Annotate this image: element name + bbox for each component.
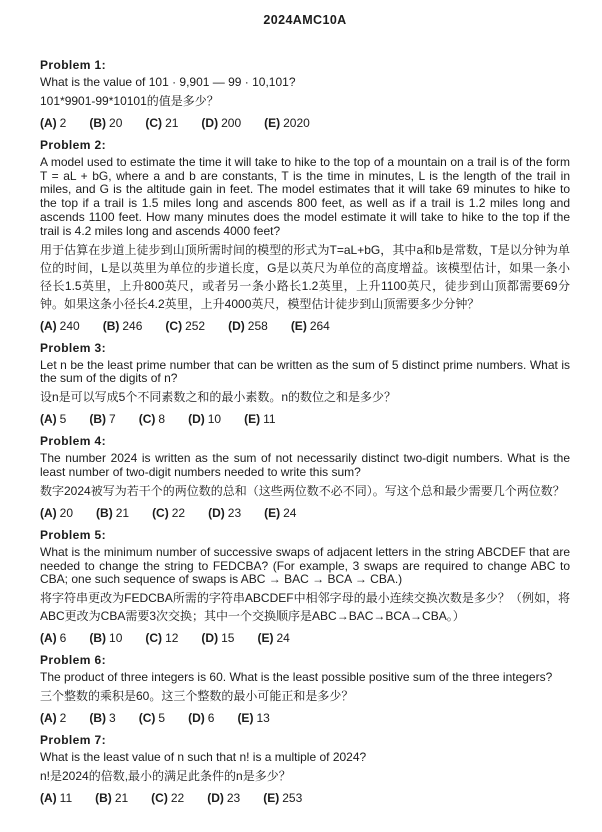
problem-text-chinese: 三个整数的乘积是60。这三个整数的最小可能正和是多少？ <box>40 688 354 703</box>
answer-option-d <box>228 318 268 334</box>
answer-option-value: 11 <box>59 790 73 805</box>
answer-option-label: (A) <box>40 790 57 805</box>
answer-option-label: (B) <box>89 710 107 725</box>
answer-option-b <box>89 710 115 726</box>
answer-option-value: 24 <box>283 505 297 520</box>
answer-option-label: (D) <box>188 710 205 725</box>
problem-heading: Problem 2: <box>40 137 107 152</box>
answer-option-value: 246 <box>122 318 143 333</box>
answer-options-row <box>40 630 570 646</box>
answer-option-d <box>188 411 221 427</box>
answer-option-b <box>89 115 122 131</box>
answer-option-label: (C) <box>152 505 169 520</box>
page-title: 2024AMC10A <box>263 13 347 27</box>
answer-option-label: (D) <box>201 631 219 646</box>
answer-option-c <box>151 790 184 806</box>
answer-option-value: 264 <box>309 318 330 333</box>
problem-heading: Problem 1: <box>40 58 107 72</box>
problem-section-7 <box>40 733 570 806</box>
problem-section-1 <box>40 58 570 131</box>
answer-option-a <box>40 505 73 521</box>
answer-option-value: 7 <box>109 412 116 427</box>
answer-option-a <box>40 318 80 334</box>
answer-option-label: (B) <box>102 318 120 333</box>
answer-option-b <box>96 505 129 521</box>
answer-option-label: (C) <box>138 412 156 427</box>
answer-option-value: 253 <box>282 790 303 805</box>
answer-option-label: (B) <box>89 631 107 646</box>
answer-option-d <box>207 790 240 806</box>
answer-option-label: (C) <box>165 318 183 333</box>
answer-option-value: 21 <box>114 790 129 805</box>
answer-option-d <box>201 630 234 646</box>
answer-option-label: (C) <box>145 631 163 646</box>
problem-heading: Problem 7: <box>40 732 107 747</box>
answer-option-c <box>139 710 165 726</box>
answer-option-value: 21 <box>115 505 130 520</box>
answer-option-value: 15 <box>221 631 235 646</box>
answer-option-value: 22 <box>171 505 186 520</box>
answer-option-e <box>263 790 302 806</box>
answer-option-value: 22 <box>170 790 185 805</box>
answer-options-row <box>40 710 570 726</box>
answer-option-value: 252 <box>185 318 206 333</box>
answer-option-c <box>145 115 178 131</box>
problem-text-chinese: n!是2024的倍数,最小的满足此条件的n是多少？ <box>40 768 291 783</box>
answer-option-e <box>257 630 289 646</box>
answer-option-value: 23 <box>227 505 242 520</box>
answer-option-value: 6 <box>207 710 215 725</box>
problem-section-5 <box>40 528 570 646</box>
problem-text-chinese: 用于估算在步道上徒步到山顶所需时间的模型的形式为T=aL+bG，其中a和b是常数，T是以分钟为单位的时间，L是以英里为单位的步道长度，G是以英尺为单位的高度增益。该模型估计，如果一条小径长1.5英里，上升800英尺，或者另一条小路长1.2英里，上升1100英尺，徒步到山顶都需要69分钟。如果这条小径长4.2英里，上升4000英尺，模型估计徒步到山顶需要多少分钟？ <box>40 242 570 311</box>
answer-option-value: 5 <box>59 412 67 427</box>
answer-option-label: (D) <box>208 505 225 520</box>
answer-option-c <box>145 630 178 646</box>
answer-option-value: 13 <box>256 710 270 725</box>
answer-option-label: (B) <box>95 790 112 805</box>
problem-text-chinese: 将字符串更改为FEDCBA所需的字符串ABCDEF中相邻字母的最小连续交换次数是多少？（例如，将ABC更改为CBA需要3次交换；其中一个交换顺序是ABC→BAC→BCA→CBA。） <box>40 591 570 624</box>
problem-section-3 <box>40 341 570 428</box>
answer-option-label: (A) <box>40 318 57 333</box>
answer-option-value: 11 <box>263 412 276 427</box>
answer-option-label: (B) <box>89 412 107 427</box>
answer-option-label: (D) <box>207 790 224 805</box>
answer-options-row <box>40 115 570 131</box>
answer-option-e <box>237 710 269 726</box>
answer-option-a <box>40 411 66 427</box>
answer-option-value: 3 <box>109 710 116 725</box>
answer-option-label: (E) <box>263 790 280 805</box>
answer-option-value: 200 <box>221 115 242 130</box>
answer-option-e <box>264 115 310 131</box>
problem-heading: Problem 3: <box>40 340 107 355</box>
answer-option-label: (E) <box>244 412 261 427</box>
answer-option-value: 12 <box>165 631 179 646</box>
answer-options-row <box>40 505 570 521</box>
answer-option-value: 2 <box>59 710 67 725</box>
answer-option-label: (B) <box>89 115 107 130</box>
answer-option-label: (A) <box>40 412 57 427</box>
problem-text-english: What is the minimum number of successive swaps of adjacent letters in the string ABCDEF that are needed to change the string to FEDCBA? (For example, 3 swaps are required to change ABC to CBA; one such sequence of swaps is ABC → BAC → BCA → CBA.) <box>40 544 570 587</box>
problem-text-english: The number 2024 is written as the sum of not necessarily distinct two-digit numbers. What is the least number of two-digit numbers needed to write this sum? <box>40 451 570 479</box>
answer-option-d <box>208 505 241 521</box>
answer-option-label: (C) <box>138 710 156 725</box>
problem-text-english: Let n be the least prime number that can be written as the sum of 5 distinct prime numbers. What is the sum of the digits of n? <box>40 357 570 386</box>
answer-option-value: 10 <box>109 631 123 646</box>
answer-option-b <box>89 411 115 427</box>
answer-option-a <box>40 115 66 131</box>
answer-option-b <box>95 790 128 806</box>
answer-option-value: 240 <box>59 318 80 333</box>
answer-option-label: (D) <box>201 115 219 130</box>
answer-option-d <box>188 710 214 726</box>
answer-option-label: (A) <box>40 115 57 130</box>
answer-option-b <box>89 630 122 646</box>
answer-option-value: 2 <box>59 115 67 130</box>
answer-option-label: (A) <box>40 631 57 646</box>
answer-option-a <box>40 790 72 806</box>
answer-option-label: (C) <box>151 790 168 805</box>
problem-text-english: What is the least value of n such that n! is a multiple of 2024? <box>40 749 367 764</box>
problem-section-2 <box>40 138 570 334</box>
answer-option-value: 21 <box>165 115 179 130</box>
problem-text-english: A model used to estimate the time it will take to hike to the top of a mountain on a trail is of the form T = aL + bG, where a and b are constants, T is the time in minutes, L is the length of the trail in miles, and G is the altitude gain in feet. The model estimates that it will take 69 minutes to hike to the top if a trail is 1.5 miles long and ascends 800 feet, as well as if a trail is 1.2 miles long and ascends 1100 feet. How many minutes does the model estimate it will take to hike to the top if the trail is 4.2 miles long and ascends 4000 feet? <box>40 154 570 238</box>
answer-option-value: 5 <box>158 710 166 725</box>
answer-option-e <box>264 505 296 521</box>
problem-section-6 <box>40 653 570 726</box>
answer-option-label: (E) <box>264 505 281 520</box>
answer-option-label: (E) <box>237 710 254 725</box>
answer-option-label: (E) <box>264 115 281 130</box>
answer-option-value: 23 <box>226 790 241 805</box>
answer-option-label: (E) <box>290 318 307 333</box>
answer-option-c <box>152 505 185 521</box>
problem-heading: Problem 5: <box>40 527 107 542</box>
answer-option-label: (B) <box>96 505 113 520</box>
answer-option-label: (A) <box>40 505 57 520</box>
answer-option-e <box>244 411 275 427</box>
answer-option-label: (C) <box>145 115 163 130</box>
answer-option-value: 2020 <box>283 115 310 130</box>
problem-section-4 <box>40 434 570 521</box>
answer-options-row <box>40 318 570 334</box>
answer-option-value: 10 <box>207 412 222 427</box>
answer-options-row <box>40 790 570 806</box>
problem-heading: Problem 6: <box>40 653 107 668</box>
problem-text-chinese: 101*9901-99*10101的值是多少？ <box>40 93 219 108</box>
answer-option-label: (E) <box>257 631 274 646</box>
answer-option-value: 24 <box>276 631 290 646</box>
problem-text-english: What is the value of 101 · 9,901 — 99 · 10,101? <box>40 75 296 89</box>
answer-option-b <box>103 318 143 334</box>
answer-option-a <box>40 630 66 646</box>
answer-option-label: (A) <box>40 710 57 725</box>
problem-text-chinese: 数字2024被写为若干个的两位数的总和（这些两位数不必不同）。写这个总和最少需要几个两位数？ <box>40 483 565 498</box>
problem-text-english: The product of three integers is 60. What is the least possible positive sum of the three integers? <box>40 670 553 685</box>
answer-options-row <box>40 411 570 427</box>
answer-option-value: 20 <box>59 505 74 520</box>
problem-text-chinese: 设n是可以写成5个不同素数之和的最小素数。n的数位之和是多少？ <box>40 390 397 405</box>
answer-option-value: 20 <box>109 115 123 130</box>
answer-option-value: 258 <box>247 318 268 333</box>
answer-option-value: 8 <box>158 412 166 427</box>
answer-option-d <box>201 115 241 131</box>
answer-option-c <box>139 411 165 427</box>
answer-option-value: 6 <box>59 631 67 646</box>
answer-option-c <box>165 318 205 334</box>
answer-option-a <box>40 710 66 726</box>
answer-option-label: (D) <box>188 412 205 427</box>
problem-heading: Problem 4: <box>40 434 107 449</box>
answer-option-label: (D) <box>228 318 245 333</box>
answer-option-e <box>291 318 330 334</box>
